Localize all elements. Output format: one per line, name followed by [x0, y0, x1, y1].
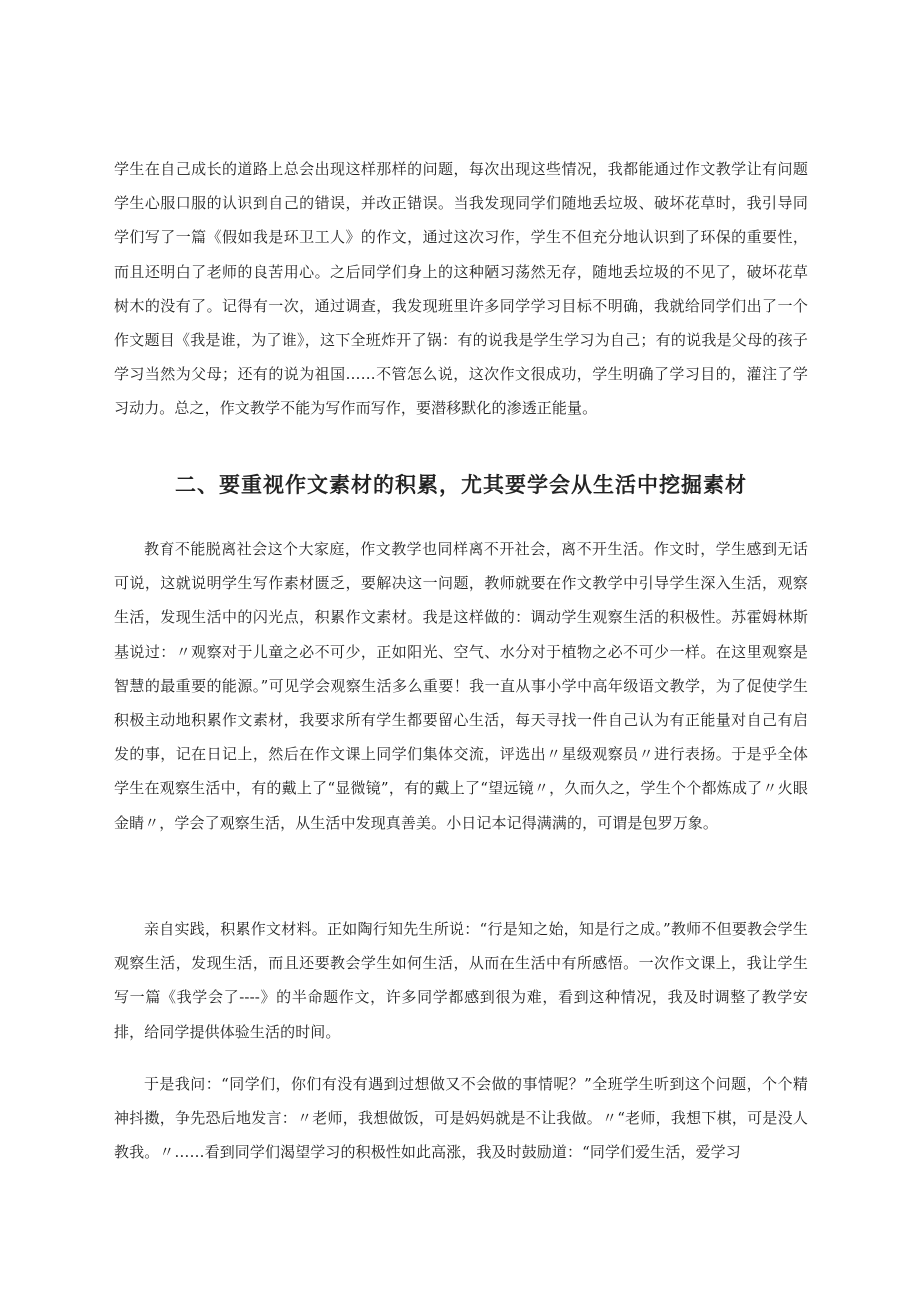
- body-paragraph-2: 教育不能脱离社会这个大家庭，作文教学也同样离不开社会，离不开生活。作文时，学生感到无话可说，这就说明学生写作素材匮乏，要解决这一问题，教师就要在作文教学中引导学生深入生活，观察生活，发现生活中的闪光点，积累作文素材。我是这样做的：调动学生观察生活的积极性。苏霍姆林斯基说过：〃观察对于儿童之必不可少，正如阳光、空气、水分对于植物之必不可少一样。在这里观察是智慧的最重要的能源。”可见学会观察生活多么重要！我一直从事小学中高年级语文教学，为了促使学生积极主动地积累作文素材，我要求所有学生都要留心生活，每天寻找一件自己认为有正能量对自己有启发的事，记在日记上，然后在作文课上同学们集体交流，评选出〃星级观察员〃进行表扬。于是乎全体学生在观察生活中，有的戴上了“显微镜”，有的戴上了“望远镜〃，久而久之，学生个个都炼成了〃火眼金睛〃，学会了观察生活，从生活中发现真善美。小日记本记得满满的，可谓是包罗万象。: [114, 540, 808, 832]
- section-heading: 二、要重视作文素材的积累，尤其要学会从生活中挖掘素材: [175, 472, 747, 497]
- body-paragraph-1: 学生在自己成长的道路上总会出现这样那样的问题，每次出现这些情况，我都能通过作文教学让有问题学生心服口服的认识到自己的错误，并改正错误。当我发现同学们随地丢垃圾、破坏花草时，我引导同学们写了一篇《假如我是环卫工人》的作文，通过这次习作，学生不但充分地认识到了环保的重要性，而且还明白了老师的良苦用心。之后同学们身上的这种陋习荡然无存，随地丢垃圾的不见了，破坏花草树木的没有了。记得有一次，通过调查，我发现班里许多同学学习目标不明确，我就给同学们出了一个作文题目《我是谁，为了谁》，这下全班炸开了锅：有的说我是学生学习为自己；有的说我是父母的孩子学习当然为父母；还有的说为祖国……不管怎么说，这次作文很成功，学生明确了学习目的，灌注了学习动力。总之，作文教学不能为写作而写作，要潜移默化的渗透正能量。: [114, 160, 808, 418]
- body-paragraph-3: 亲自实践，积累作文材料。正如陶行知先生所说：“行是知之始，知是行之成。”教师不但要教会学生观察生活，发现生活，而且还要教会学生如何生活，从而在生活中有所感悟。一次作文课上，我让学生写一篇《我学会了----》的半命题作文，许多同学都感到很为难，看到这种情况，我及时调整了教学安排，给同学提供体验生活的时间。: [114, 920, 808, 1041]
- body-paragraph-4: 于是我问：“同学们，你们有没有遇到过想做又不会做的事情呢？”全班学生听到这个问题，个个精神抖擞，争先恐后地发言：〃老师，我想做饭，可是妈妈就是不让我做。〃“老师，我想下棋，可是没人教我。〃……看到同学们渴望学习的积极性如此高涨，我及时鼓励道：“同学们爱生活，爱学习: [114, 1075, 808, 1162]
